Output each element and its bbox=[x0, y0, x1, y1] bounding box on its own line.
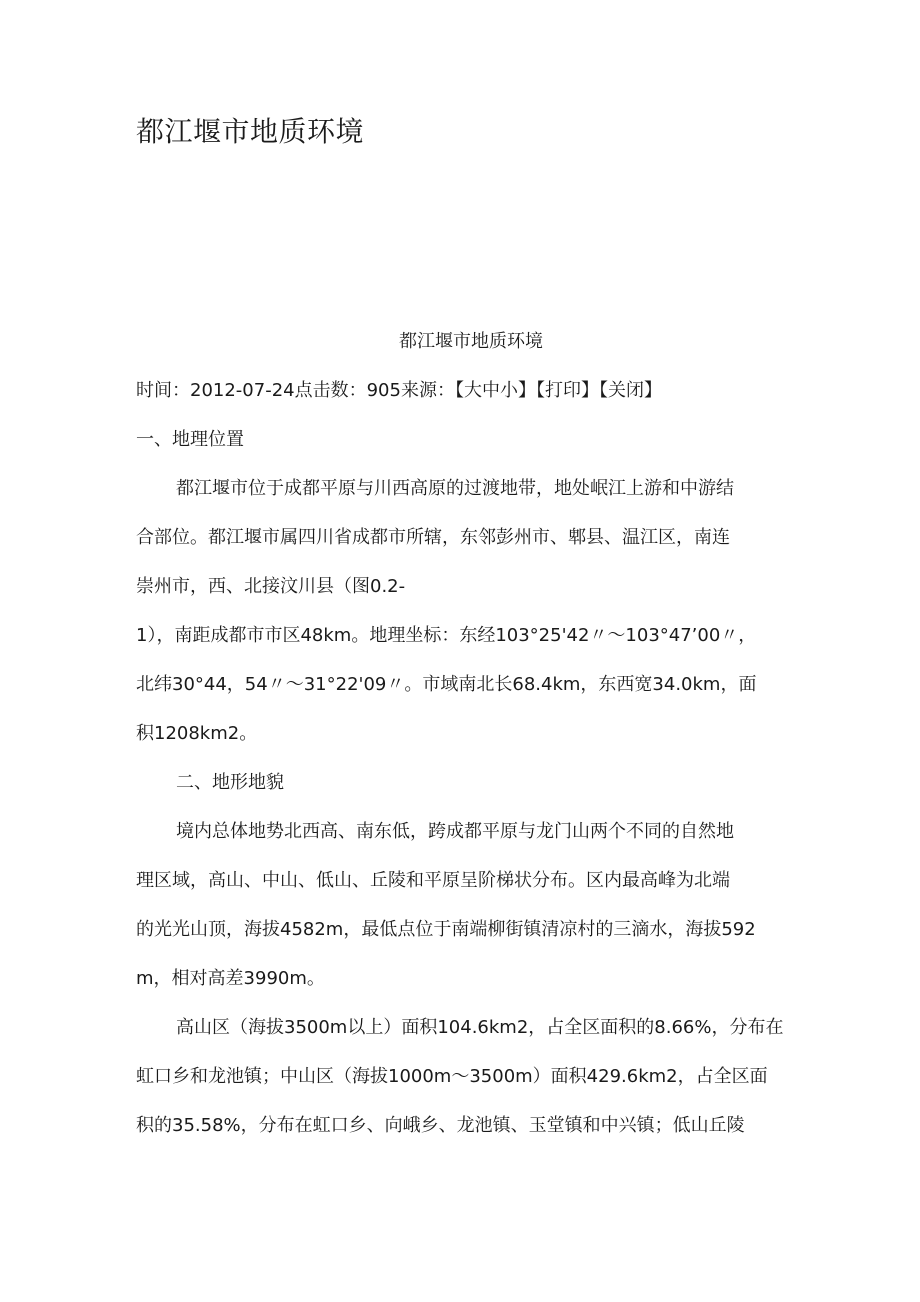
paragraph-line: 崇州市，西、北接汶川县（图0.2- bbox=[136, 576, 406, 597]
article-title: 都江堰市地质环境 bbox=[399, 331, 543, 352]
article-lines bbox=[136, 415, 786, 1150]
paragraph-line: 积的35.58%，分布在虹口乡、向峨乡、龙池镇、玉堂镇和中兴镇；低山丘陵 bbox=[136, 1115, 745, 1136]
paragraph-line: 的光光山顶，海拔4582m，最低点位于南端柳街镇清凉村的三滴水，海拔592 bbox=[136, 919, 756, 940]
paragraph-line: 一、地理位置 bbox=[136, 429, 244, 450]
paragraph-line: 理区域，高山、中山、低山、丘陵和平原呈阶梯状分布。区内最高峰为北端 bbox=[136, 870, 730, 891]
paragraph-line: 高山区（海拔3500m以上）面积104.6km2，占全区面积的8.66%，分布在 bbox=[176, 1017, 784, 1038]
paragraph-line: 北纬30°44，54〃～31°22'09〃。市域南北长68.4km，东西宽34.0km，面 bbox=[136, 674, 757, 695]
paragraph-line: m，相对高差3990m。 bbox=[136, 968, 325, 989]
article-body bbox=[136, 317, 786, 1150]
paragraph-line: 1），南距成都市市区48km。地理坐标：东经103°25'42〃～103°47’00〃， bbox=[136, 625, 757, 646]
paragraph-line: 境内总体地势北西高、南东低，跨成都平原与龙门山两个不同的自然地 bbox=[176, 821, 734, 842]
paragraph-line: 虹口乡和龙池镇；中山区（海拔1000m～3500m）面积429.6km2，占全区面 bbox=[136, 1066, 768, 1087]
document-title: 都江堰市地质环境 bbox=[136, 115, 365, 148]
article-meta-line: 时间：2012-07-24点击数：905来源：【大中小】【打印】【关闭】 bbox=[136, 380, 662, 401]
paragraph-line: 积1208km2。 bbox=[136, 723, 258, 744]
paragraph-line: 二、地形地貌 bbox=[176, 772, 284, 793]
paragraph-line: 都江堰市位于成都平原与川西高原的过渡地带，地处岷江上游和中游结 bbox=[176, 478, 734, 499]
paragraph-line: 合部位。都江堰市属四川省成都市所辖，东邻彭州市、郫县、温江区，南连 bbox=[136, 527, 730, 548]
